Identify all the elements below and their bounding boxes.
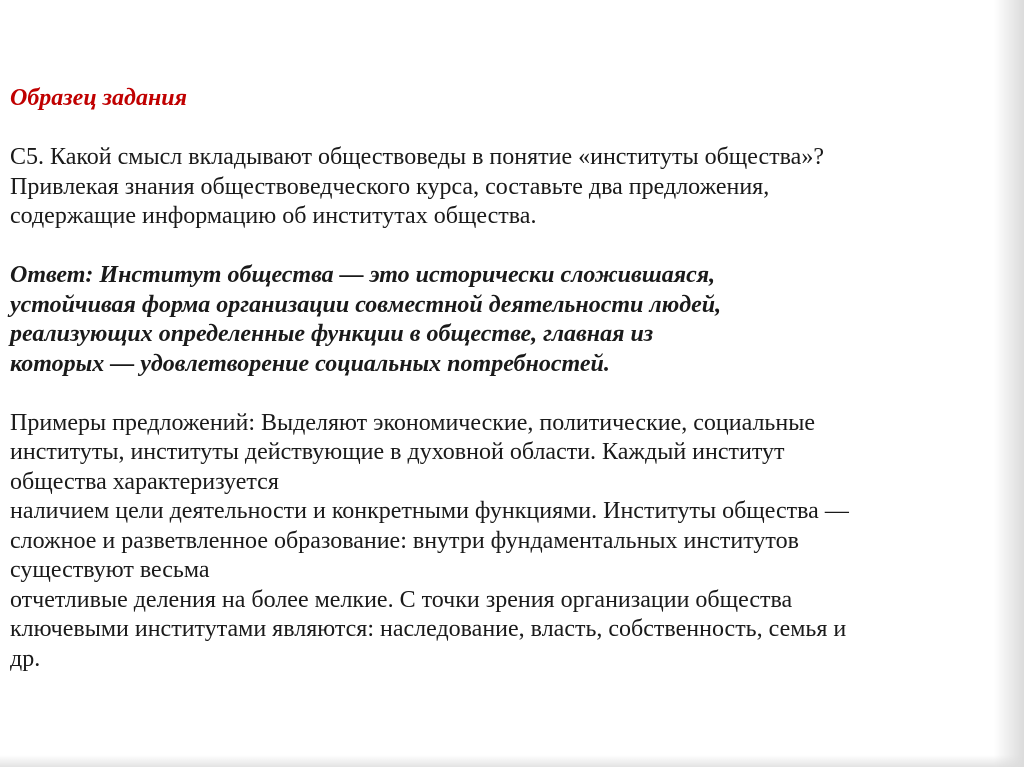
answer-line: устойчивая форма организации совместной деятельности людей, (10, 291, 722, 318)
examples-line: ключевыми институтами являются: наследование, власть, собственность, семья и (10, 616, 847, 642)
examples-line: отчетливые деления на более мелкие. С точки зрения организации общества (10, 586, 793, 613)
spacer (10, 232, 1010, 262)
slide-content (10, 84, 1010, 674)
answer-block (10, 261, 1010, 379)
answer-line: Ответ: Институт общества — это исторически сложившаяся, (10, 262, 716, 288)
examples-line: общества характеризуется (10, 468, 279, 495)
answer-line: которых — удовлетворение социальных потребностей. (10, 350, 610, 377)
examples-block (10, 409, 1010, 675)
examples-line: существуют весьма (10, 557, 210, 583)
question-block (10, 143, 1010, 232)
question-line: С5. Какой смысл вкладывают обществоведы в понятие «институты общества»? (10, 144, 824, 170)
slide-shadow-bottom (0, 755, 1024, 767)
examples-line: др. (10, 645, 41, 672)
spacer (10, 114, 1010, 144)
question-line: Привлекая знания обществоведческого курса, составьте два предложения, (10, 173, 770, 200)
task-heading: Образец задания (10, 85, 187, 111)
examples-line: Примеры предложений: Выделяют экономические, политические, социальные (10, 409, 815, 436)
examples-line: институты, институты действующие в духовной области. Каждый институт (10, 439, 785, 465)
spacer (10, 379, 1010, 409)
answer-line: реализующих определенные функции в обществе, главная из (10, 321, 654, 347)
examples-line: наличием цели деятельности и конкретными функциями. Институты общества — (10, 498, 849, 524)
examples-line: сложное и разветвленное образование: внутри фундаментальных институтов (10, 527, 799, 554)
question-line: содержащие информацию об институтах общества. (10, 203, 537, 229)
